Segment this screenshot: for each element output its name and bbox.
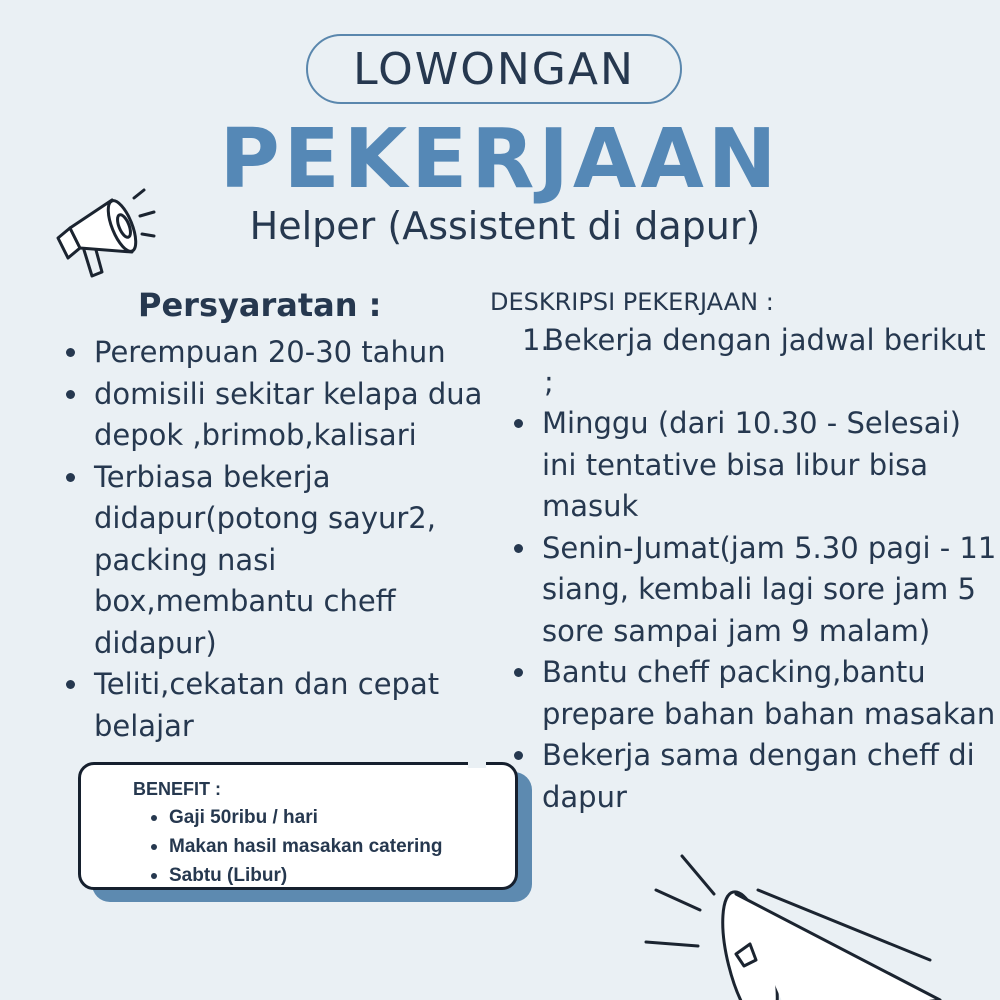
- benefit-list: [133, 803, 515, 890]
- job-description-heading: DESKRIPSI PEKERJAAN :: [490, 288, 774, 316]
- lowongan-label: LOWONGAN: [353, 43, 635, 95]
- list-item: domisili sekitar kelapa dua depok ,brimob,kalisari: [60, 374, 500, 457]
- list-item: Gaji 50ribu / hari: [151, 803, 515, 832]
- item-number: 1.: [522, 323, 550, 357]
- lowongan-pill: [306, 34, 682, 104]
- megaphone-icon: [44, 186, 164, 296]
- list-item: Bantu cheff packing,bantu prepare bahan bahan masakan: [508, 652, 1000, 735]
- list-item: Terbiasa bekerja didapur(potong sayur2, packing nasi box,membantu cheff didapur): [60, 457, 500, 665]
- numbered-item-text: Bekerja dengan jadwal berikut ;: [544, 323, 986, 399]
- list-item: Sabtu (Libur): [151, 861, 515, 890]
- job-subtitle: Helper (Assistent di dapur): [249, 204, 761, 248]
- list-item: Teliti,cekatan dan cepat belajar: [60, 664, 500, 747]
- requirements-heading: Persyaratan :: [138, 286, 382, 324]
- list-item: Perempuan 20-30 tahun: [60, 332, 500, 374]
- list-item: Minggu (dari 10.30 - Selesai) ini tentative bisa libur bisa masuk: [508, 403, 1000, 528]
- page-title: PEKERJAAN: [219, 112, 781, 207]
- list-item: Senin-Jumat(jam 5.30 pagi - 11 siang, kembali lagi sore jam 5 sore sampai jam 9 malam): [508, 528, 1000, 653]
- job-description-section: [490, 284, 1000, 818]
- numbered-item: [490, 320, 1000, 403]
- requirements-list: [60, 332, 500, 747]
- list-item: Bekerja sama dengan cheff di dapur: [508, 735, 1000, 818]
- job-description-list: [490, 403, 1000, 818]
- benefit-box-gap: [468, 758, 486, 768]
- requirements-section: [60, 282, 500, 747]
- benefit-title: BENEFIT :: [133, 779, 221, 799]
- benefit-box: [78, 762, 518, 890]
- list-item: Makan hasil masakan catering: [151, 832, 515, 861]
- megaphone-large-icon: [640, 850, 1000, 1000]
